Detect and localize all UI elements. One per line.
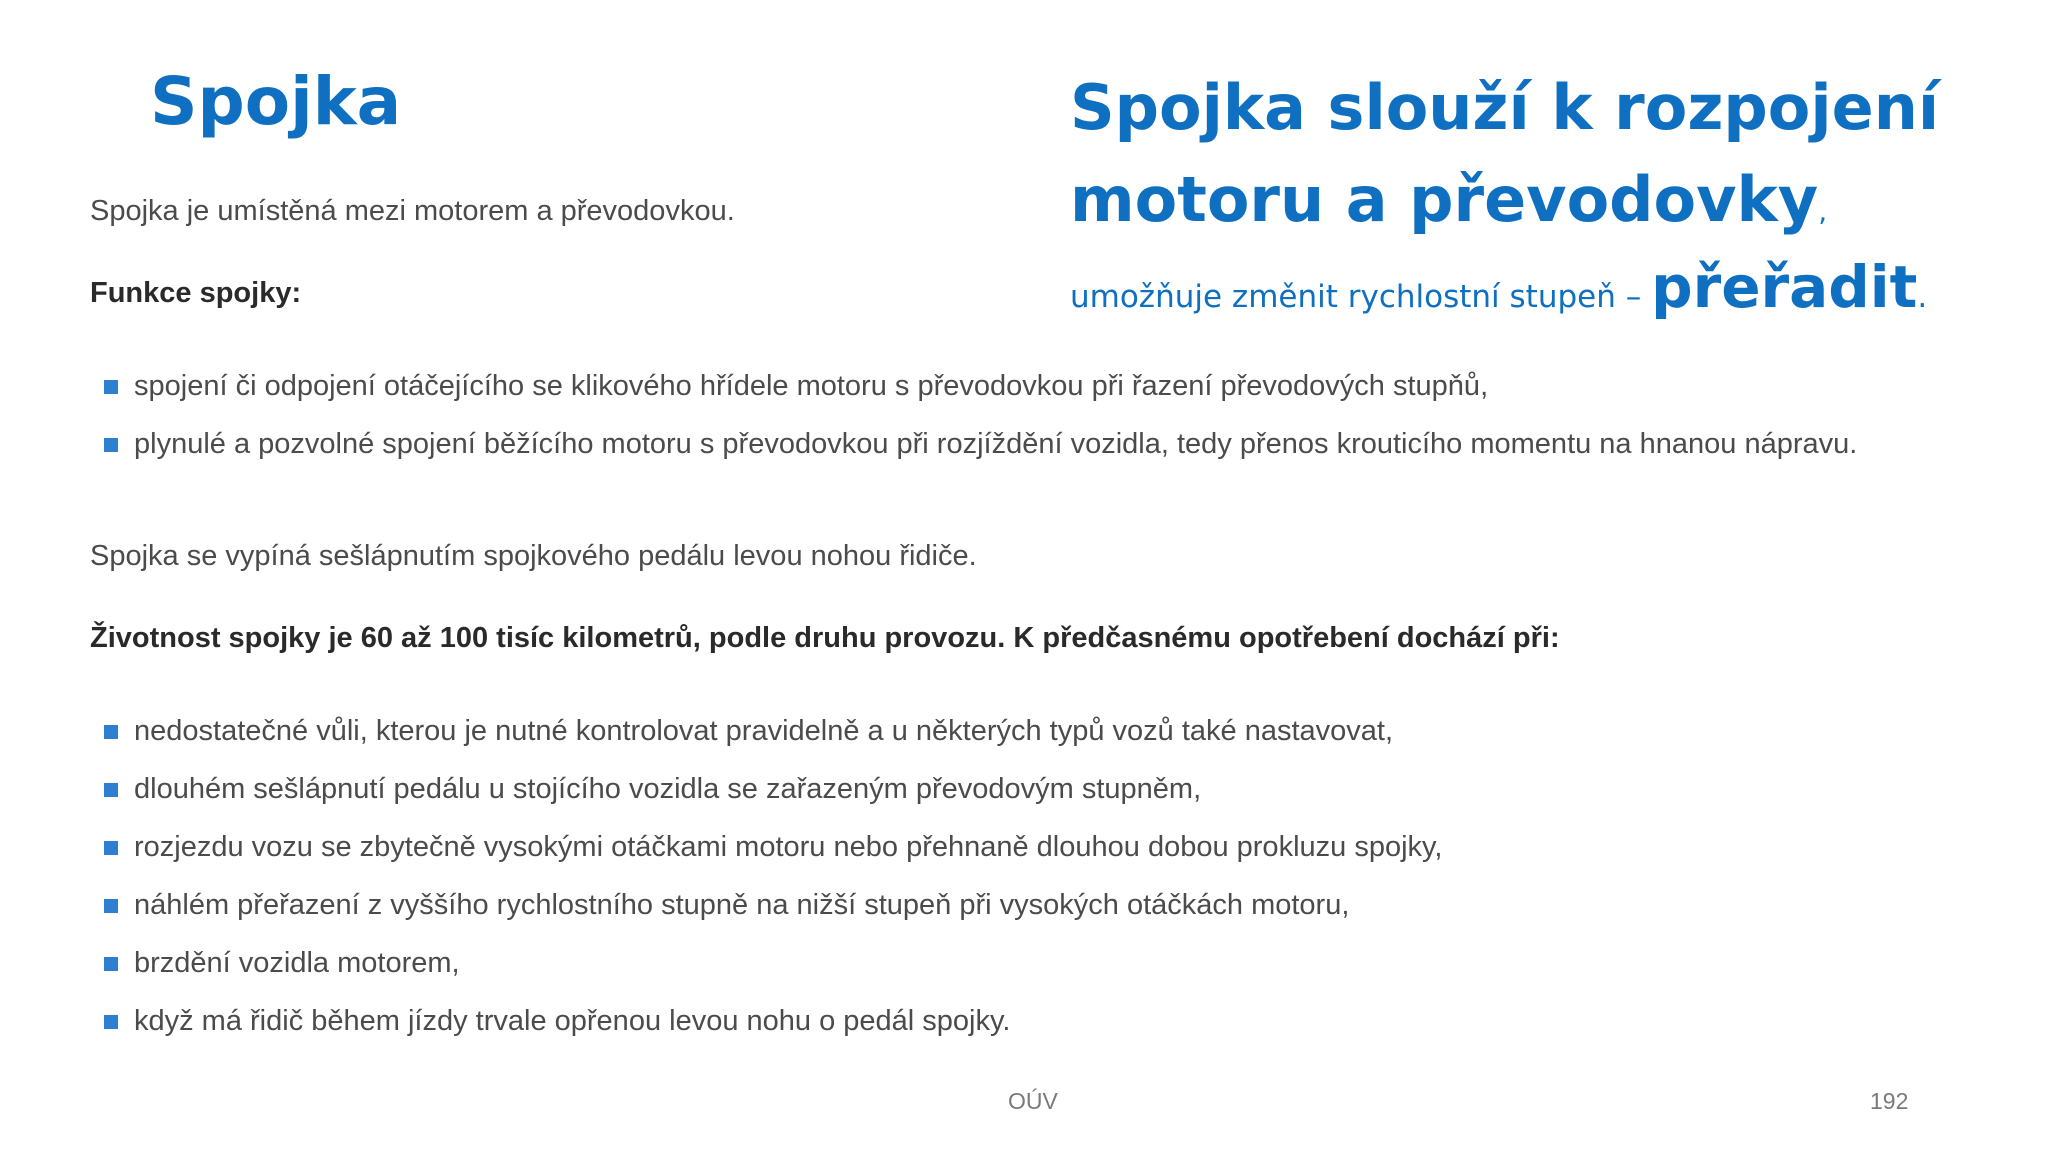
headline-subtext xyxy=(1070,252,1927,332)
square-bullet-icon xyxy=(104,957,118,971)
footer-label: OÚV xyxy=(1008,1088,1058,1114)
headline-line-1: Spojka slouží k rozpojení xyxy=(1070,71,1940,144)
list-item xyxy=(104,876,1442,934)
wear-causes-list xyxy=(104,702,1442,1050)
square-bullet-icon xyxy=(104,438,118,452)
list-item xyxy=(104,992,1442,1050)
intro-text: Spojka je umístěná mezi motorem a převodovkou. xyxy=(90,195,735,227)
list-item-text: spojení či odpojení otáčejícího se klikového hřídele motoru s převodovkou při řazení převodových stupňů, xyxy=(134,370,1489,402)
square-bullet-icon xyxy=(104,899,118,913)
list-item xyxy=(104,760,1442,818)
list-item-text: nedostatečné vůli, kterou je nutné kontrolovat pravidelně a u některých typů vozů také nastavovat, xyxy=(134,715,1394,747)
square-bullet-icon xyxy=(104,783,118,797)
disengage-text: Spojka se vypíná sešlápnutím spojkového pedálu levou nohou řidiče. xyxy=(90,540,977,572)
subtext-lead: umožňuje změnit rychlostní stupeň – xyxy=(1070,279,1652,315)
list-item-text: náhlém přeřazení z vyššího rychlostního stupně na nižší stupeň při vysokých otáčkách motoru, xyxy=(134,889,1350,921)
subtext-emphasis: přeřadit xyxy=(1651,253,1918,321)
functions-heading: Funkce spojky: xyxy=(90,277,302,309)
list-item xyxy=(104,934,1442,992)
square-bullet-icon xyxy=(104,1015,118,1029)
square-bullet-icon xyxy=(104,725,118,739)
headline-comma: , xyxy=(1818,195,1828,228)
lifetime-heading: Životnost spojky je 60 až 100 tisíc kilometrů, podle druhu provozu. K předčasnému opotřebení dochází při: xyxy=(90,622,1560,654)
list-item-text: brzdění vozidla motorem, xyxy=(134,947,460,979)
headline-line-2-text: motoru a převodovky xyxy=(1070,163,1819,236)
square-bullet-icon xyxy=(104,841,118,855)
square-bullet-icon xyxy=(104,380,118,394)
slide-title: Spojka xyxy=(150,63,402,140)
page-number: 192 xyxy=(1870,1088,1909,1114)
list-item xyxy=(104,357,1857,415)
list-item-text: dlouhém sešlápnutí pedálu u stojícího vozidla se zařazeným převodovým stupněm, xyxy=(134,773,1202,805)
headline xyxy=(1070,62,2030,258)
list-item-text: plynulé a pozvolné spojení běžícího motoru s převodovkou při rozjíždění vozidla, tedy přenos krouticího momentu na hnanou nápravu. xyxy=(134,428,1858,460)
list-item xyxy=(104,415,1857,473)
functions-list xyxy=(104,357,1857,473)
headline-line-2 xyxy=(1070,154,2030,258)
list-item-text: když má řidič během jízdy trvale opřenou levou nohu o pedál spojky. xyxy=(134,1005,1011,1037)
subtext-period: . xyxy=(1917,279,1928,315)
list-item xyxy=(104,818,1442,876)
list-item-text: rozjezdu vozu se zbytečně vysokými otáčkami motoru nebo přehnaně dlouhou dobou prokluzu spojky, xyxy=(134,831,1443,863)
list-item xyxy=(104,702,1442,760)
